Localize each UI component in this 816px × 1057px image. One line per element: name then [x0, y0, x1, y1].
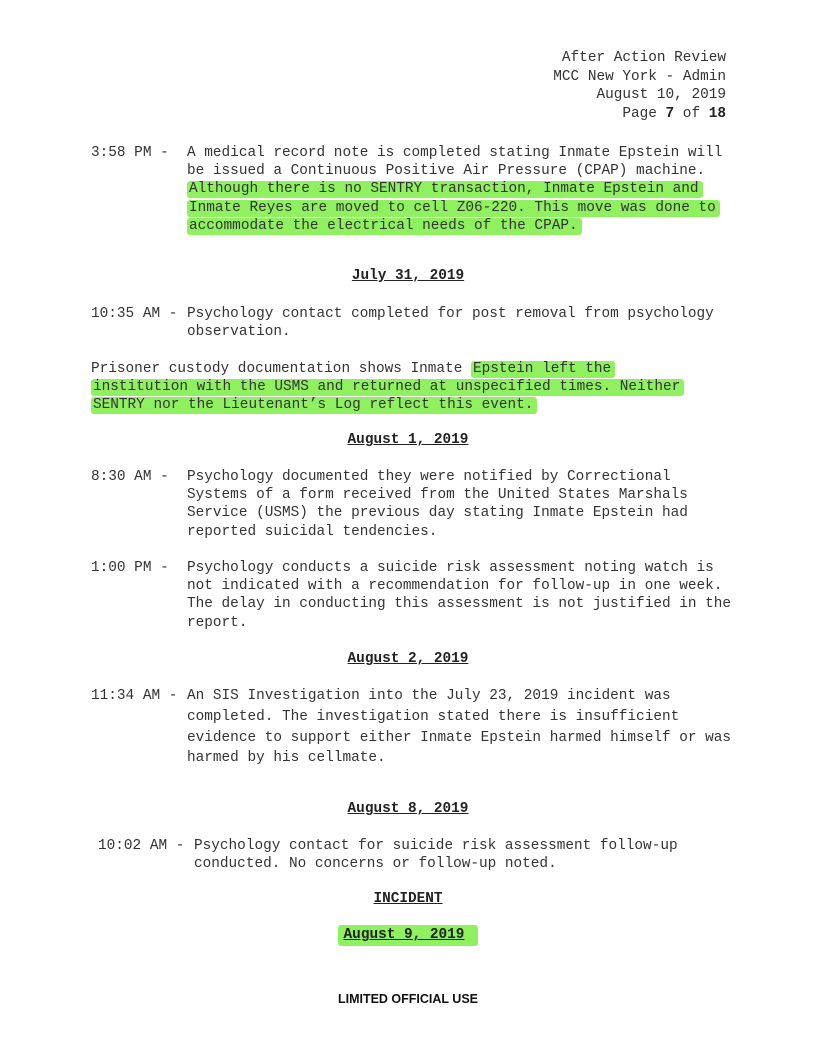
- entry-time: 10:02 AM -: [98, 838, 185, 854]
- timeline-entry: [91, 559, 741, 632]
- timeline-entry: [91, 144, 741, 234]
- header-date: August 10, 2019: [596, 87, 726, 103]
- entry-text: An SIS Investigation into the July 23, 2019 incident was completed. The investigation stated there is insufficient evidence to support either Inmate Epstein harmed himself or was harmed by his cellmate.: [187, 688, 732, 767]
- timeline-entry: [91, 468, 741, 541]
- date-heading: August 2, 2019: [347, 651, 469, 667]
- date-heading: August 8, 2019: [347, 801, 469, 817]
- entry-text: A medical record note is completed stating Inmate Epstein will be issued a Continuous Positive Air Pressure (CPAP) machine. Although there is no SENTRY transaction, Inmate Epstein and Inmate Reyes are moved to cell Z06-220. This move was done to accommodate the electrical needs of the CPAP.: [187, 145, 723, 234]
- header-title: After Action Review: [561, 50, 726, 66]
- page-header: [553, 49, 726, 123]
- highlighted-text: Epstein left the institution with the USMS and returned at unspecified times. Neither SENTRY nor the Lieutenant’s Log reflect this event.: [91, 361, 684, 414]
- page-current: 7: [665, 105, 675, 122]
- entry-time: 11:34 AM -: [91, 688, 178, 704]
- header-facility: MCC New York - Admin: [553, 68, 726, 85]
- page-total: 18: [708, 105, 726, 122]
- date-heading: August 1, 2019: [347, 432, 469, 448]
- highlighted-text: Although there is no SENTRY transaction, Inmate Epstein and Inmate Reyes are moved to cell Z06-220. This move was done to accommodate the electrical needs of the CPAP.: [187, 181, 720, 234]
- entry-time: 1:00 PM -: [91, 560, 169, 576]
- entry-text: Psychology contact completed for post removal from psychology observation.: [187, 306, 714, 341]
- highlighted-text: August 9, 2019: [338, 925, 479, 946]
- entry-text: Psychology contact for suicide risk assessment follow-up conducted. No concerns or follow-up noted.: [194, 838, 678, 873]
- incident-heading: INCIDENT: [373, 891, 443, 907]
- date-heading: July 31, 2019: [351, 268, 465, 284]
- incident-date-heading: [0, 927, 816, 943]
- entry-time: 8:30 AM -: [91, 469, 169, 485]
- classification-footer: LIMITED OFFICIAL USE: [337, 992, 479, 1006]
- entry-time: 3:58 PM -: [91, 145, 169, 161]
- timeline-entry: [91, 686, 741, 769]
- entry-text: Psychology documented they were notified by Correctional Systems of a form received from the United States Marshals Service (USMS) the previous day stating Inmate Epstein had reported suicidal tendencies.: [187, 469, 688, 540]
- page-number: Page 7 of 18: [622, 105, 726, 122]
- custody-paragraph: Prisoner custody documentation shows Inmate Epstein left the institution with the USMS and returned at unspecified times. Neither SENTRY nor the Lieutenant’s Log reflect this event.: [91, 360, 691, 415]
- entry-text: Psychology conducts a suicide risk assessment noting watch is not indicated with a recommendation for follow-up in one week. The delay in conducting this assessment is not justified in the report.: [187, 560, 732, 631]
- entry-time: 10:35 AM -: [91, 306, 178, 322]
